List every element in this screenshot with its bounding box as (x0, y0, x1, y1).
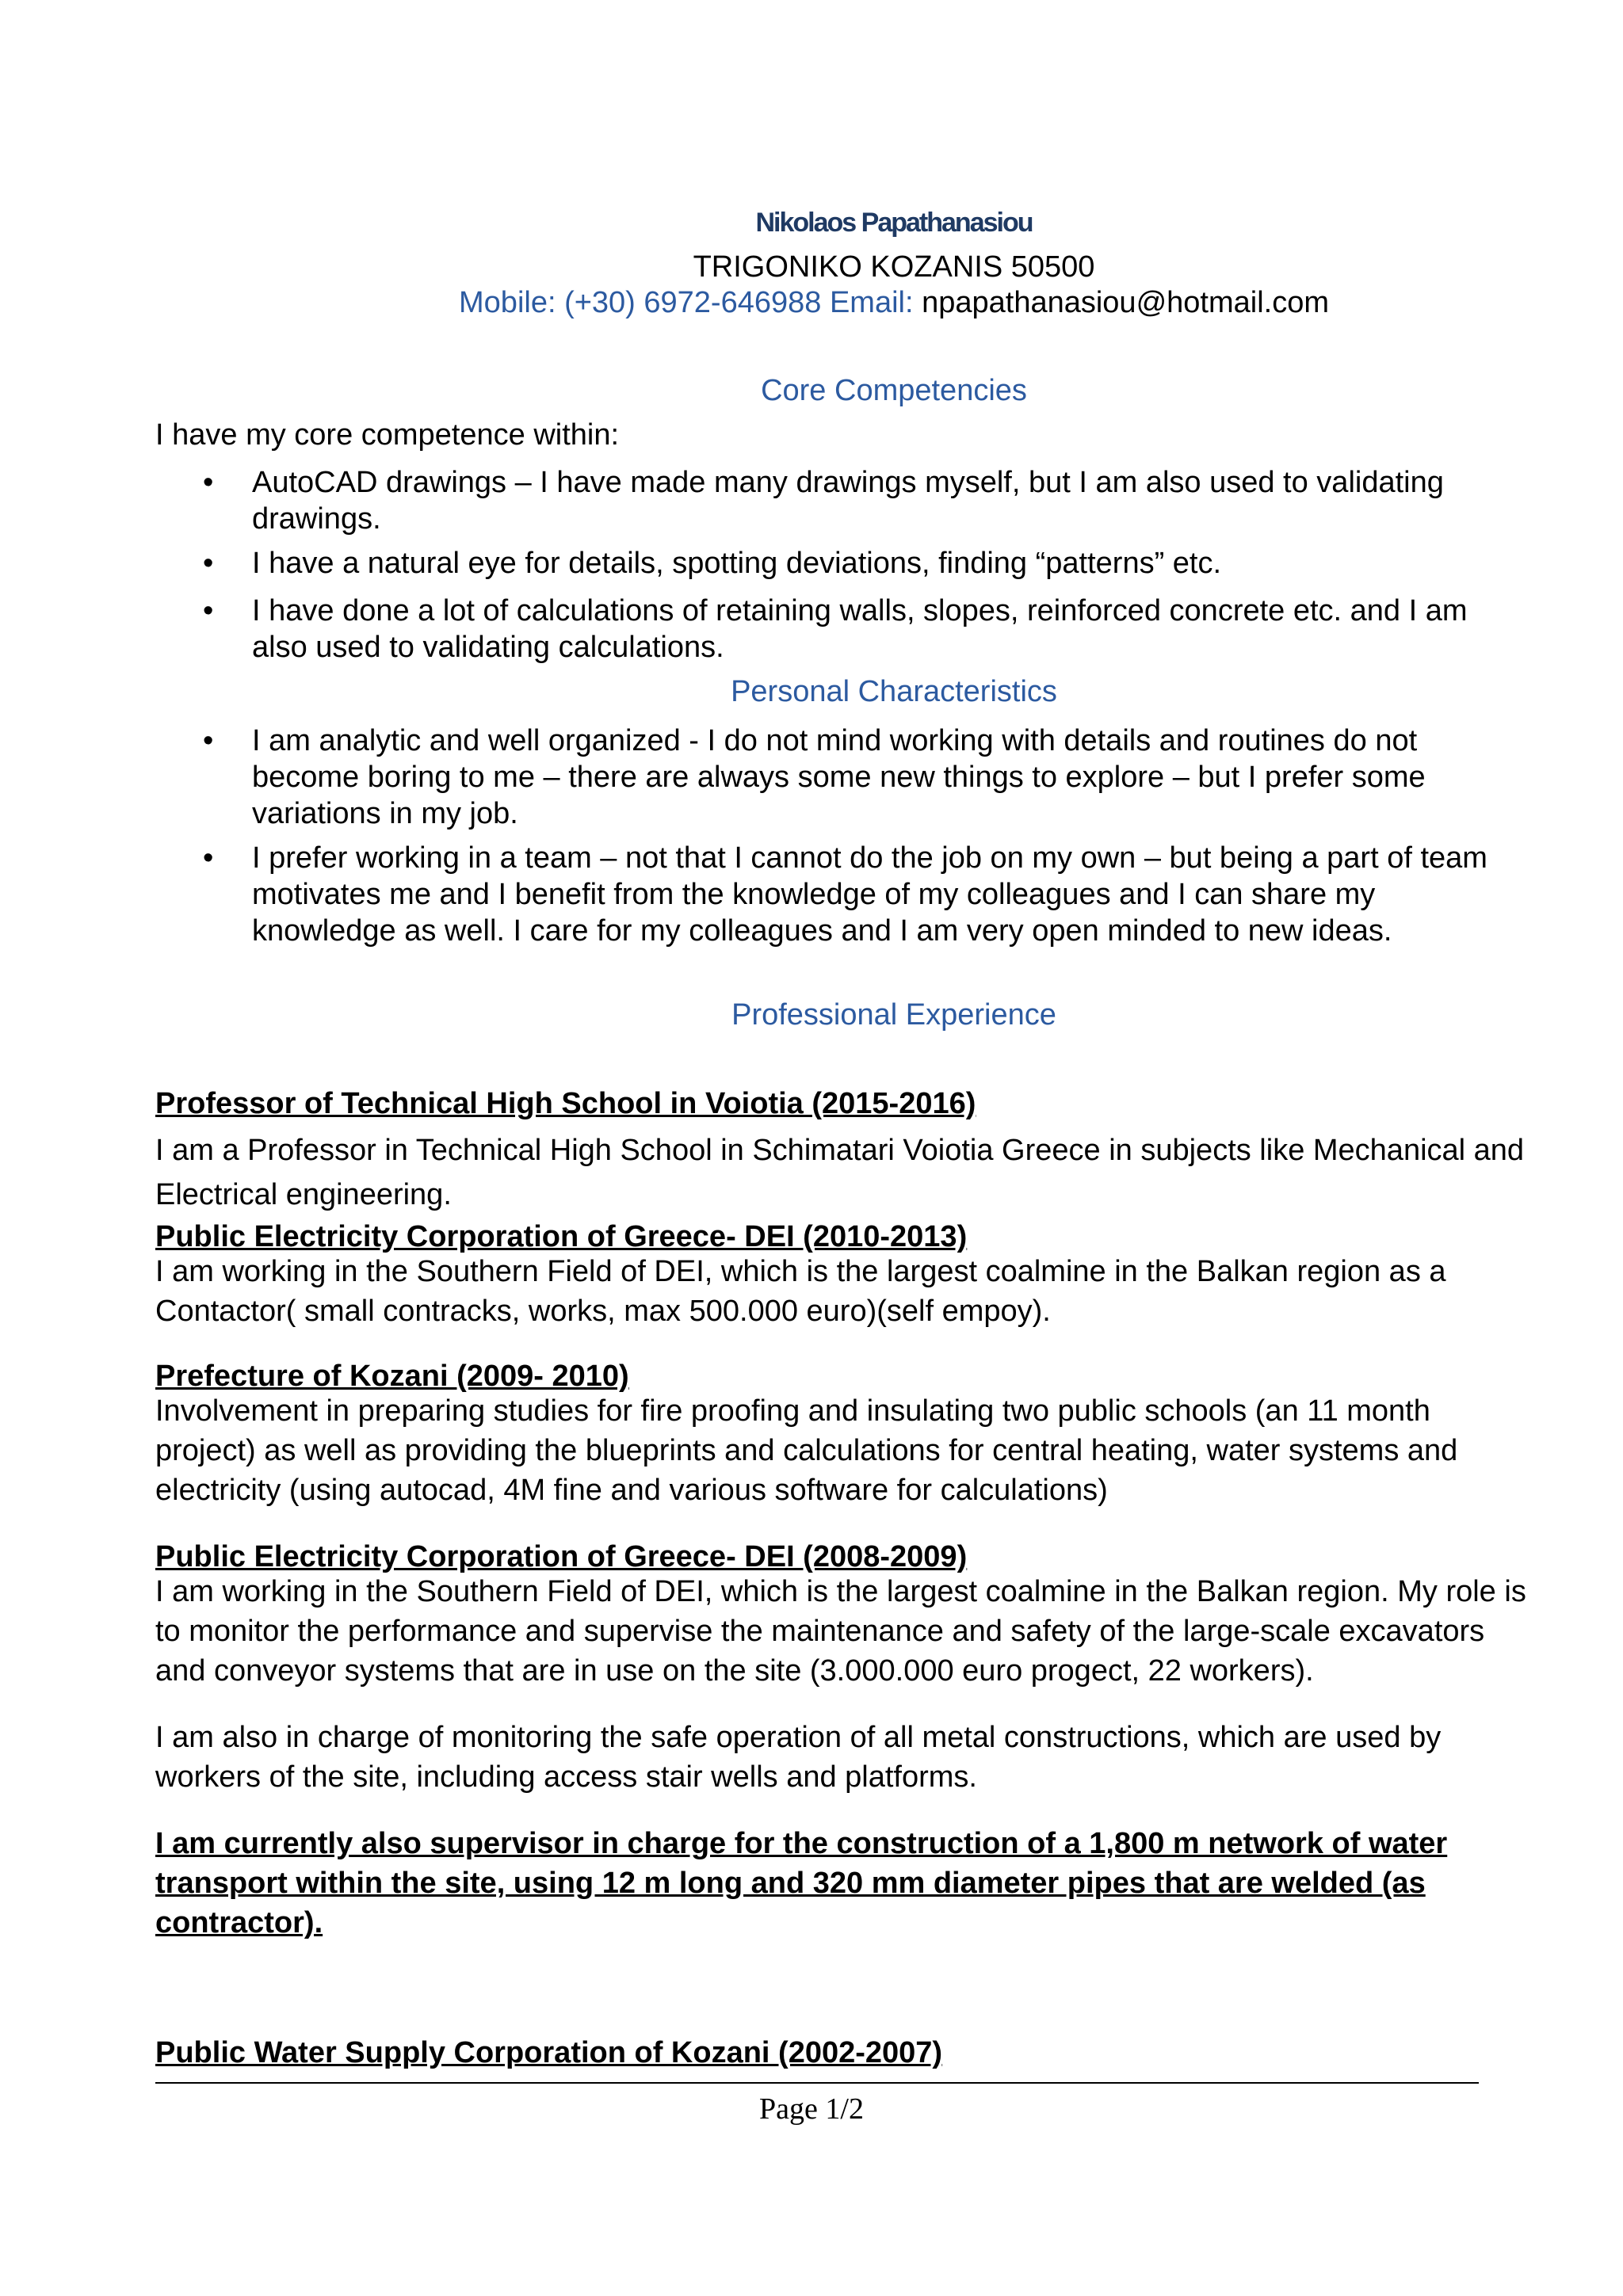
contact-line (0, 286, 1623, 320)
bullet-icon: • (203, 547, 214, 580)
professional-experience-heading: Professional Experience (731, 998, 1056, 1032)
core-bullet-text: I have done a lot of calculations of retaining walls, slopes, reinforced concrete etc. and I am also used to validating calculations. (252, 594, 1468, 664)
bullet-icon: • (203, 594, 214, 627)
email-address: npapathanasiou@hotmail.com (922, 286, 1329, 319)
bullet-icon: • (203, 724, 214, 757)
job-title: Professor of Technical High School in Voiotia (2015-2016) (155, 1087, 976, 1120)
candidate-address: TRIGONIKO KOZANIS 50500 (693, 250, 1095, 284)
job-description: Involvement in preparing studies for fire proofing and insulating two public schools (an 11 month project) as well as providing the blueprints and calculations for central heating, water systems and electricity (using autocad, 4M fine and various software for calculations) (155, 1394, 1458, 1507)
personal-bullet (203, 840, 1495, 949)
bullet-icon: • (203, 466, 214, 499)
job-description-extra: I am also in charge of monitoring the safe operation of all metal constructions, which are used by workers of the site, including access stair wells and platforms. (155, 1721, 1442, 1794)
footer-divider (155, 2082, 1479, 2084)
job-highlight: I am currently also supervisor in charge for the construction of a 1,800 m network of water transport within the site, using 12 m long and 320 mm diameter pipes that are welded (as contractor). (155, 1827, 1448, 1939)
core-bullet (203, 464, 1495, 537)
job-title: Public Water Supply Corporation of Kozani (2002-2007) (155, 2036, 943, 2069)
bullet-icon: • (203, 841, 214, 875)
job-description: I am working in the Southern Field of DEI, which is the largest coalmine in the Balkan region. My role is to monitor the performance and supervise the maintenance and safety of the large-scale excavators and conveyor systems that are in use on the site (3.000.000 euro progect, 22 workers). (155, 1575, 1526, 1688)
personal-bullet-text: I am analytic and well organized - I do not mind working with details and routines do not become boring to me – there are always some new things to explore – but I prefer some variations in my job. (252, 724, 1426, 830)
job-description: I am a Professor in Technical High School in Schimatari Voiotia Greece in subjects like Mechanical and Electrical engineering. (155, 1134, 1525, 1211)
core-competencies-heading: Core Competencies (761, 374, 1027, 407)
job-title: Public Electricity Corporation of Greece- DEI (2008-2009) (155, 1540, 968, 1573)
core-bullet (203, 593, 1495, 666)
core-bullet (203, 545, 1495, 582)
personal-bullet (203, 723, 1495, 832)
job-description: I am working in the Southern Field of DEI, which is the largest coalmine in the Balkan region as a Contactor( small contracks, works, max 500.000 euro)(self empoy). (155, 1255, 1446, 1328)
core-bullet-text: AutoCAD drawings – I have made many drawings myself, but I am also used to validating drawings. (252, 466, 1444, 536)
personal-characteristics-heading: Personal Characteristics (731, 675, 1057, 708)
mobile-label: Mobile: (+30) 6972-646988 Email: (459, 286, 914, 319)
core-bullet-text: I have a natural eye for details, spotting deviations, finding “patterns” etc. (252, 547, 1222, 580)
core-intro: I have my core competence within: (155, 418, 620, 452)
job-title: Prefecture of Kozani (2009- 2010) (155, 1360, 629, 1393)
job-title: Public Electricity Corporation of Greece- DEI (2010-2013) (155, 1220, 968, 1253)
page-number: Page 1/2 (759, 2092, 864, 2126)
candidate-name: Nikolaos Papathanasiou (755, 208, 1033, 238)
personal-bullet-text: I prefer working in a team – not that I cannot do the job on my own – but being a part of team motivates me and I benefit from the knowledge of my colleagues and I can share my knowledge as well. I care for my colleagues and I am very open minded to new ideas. (252, 841, 1487, 948)
